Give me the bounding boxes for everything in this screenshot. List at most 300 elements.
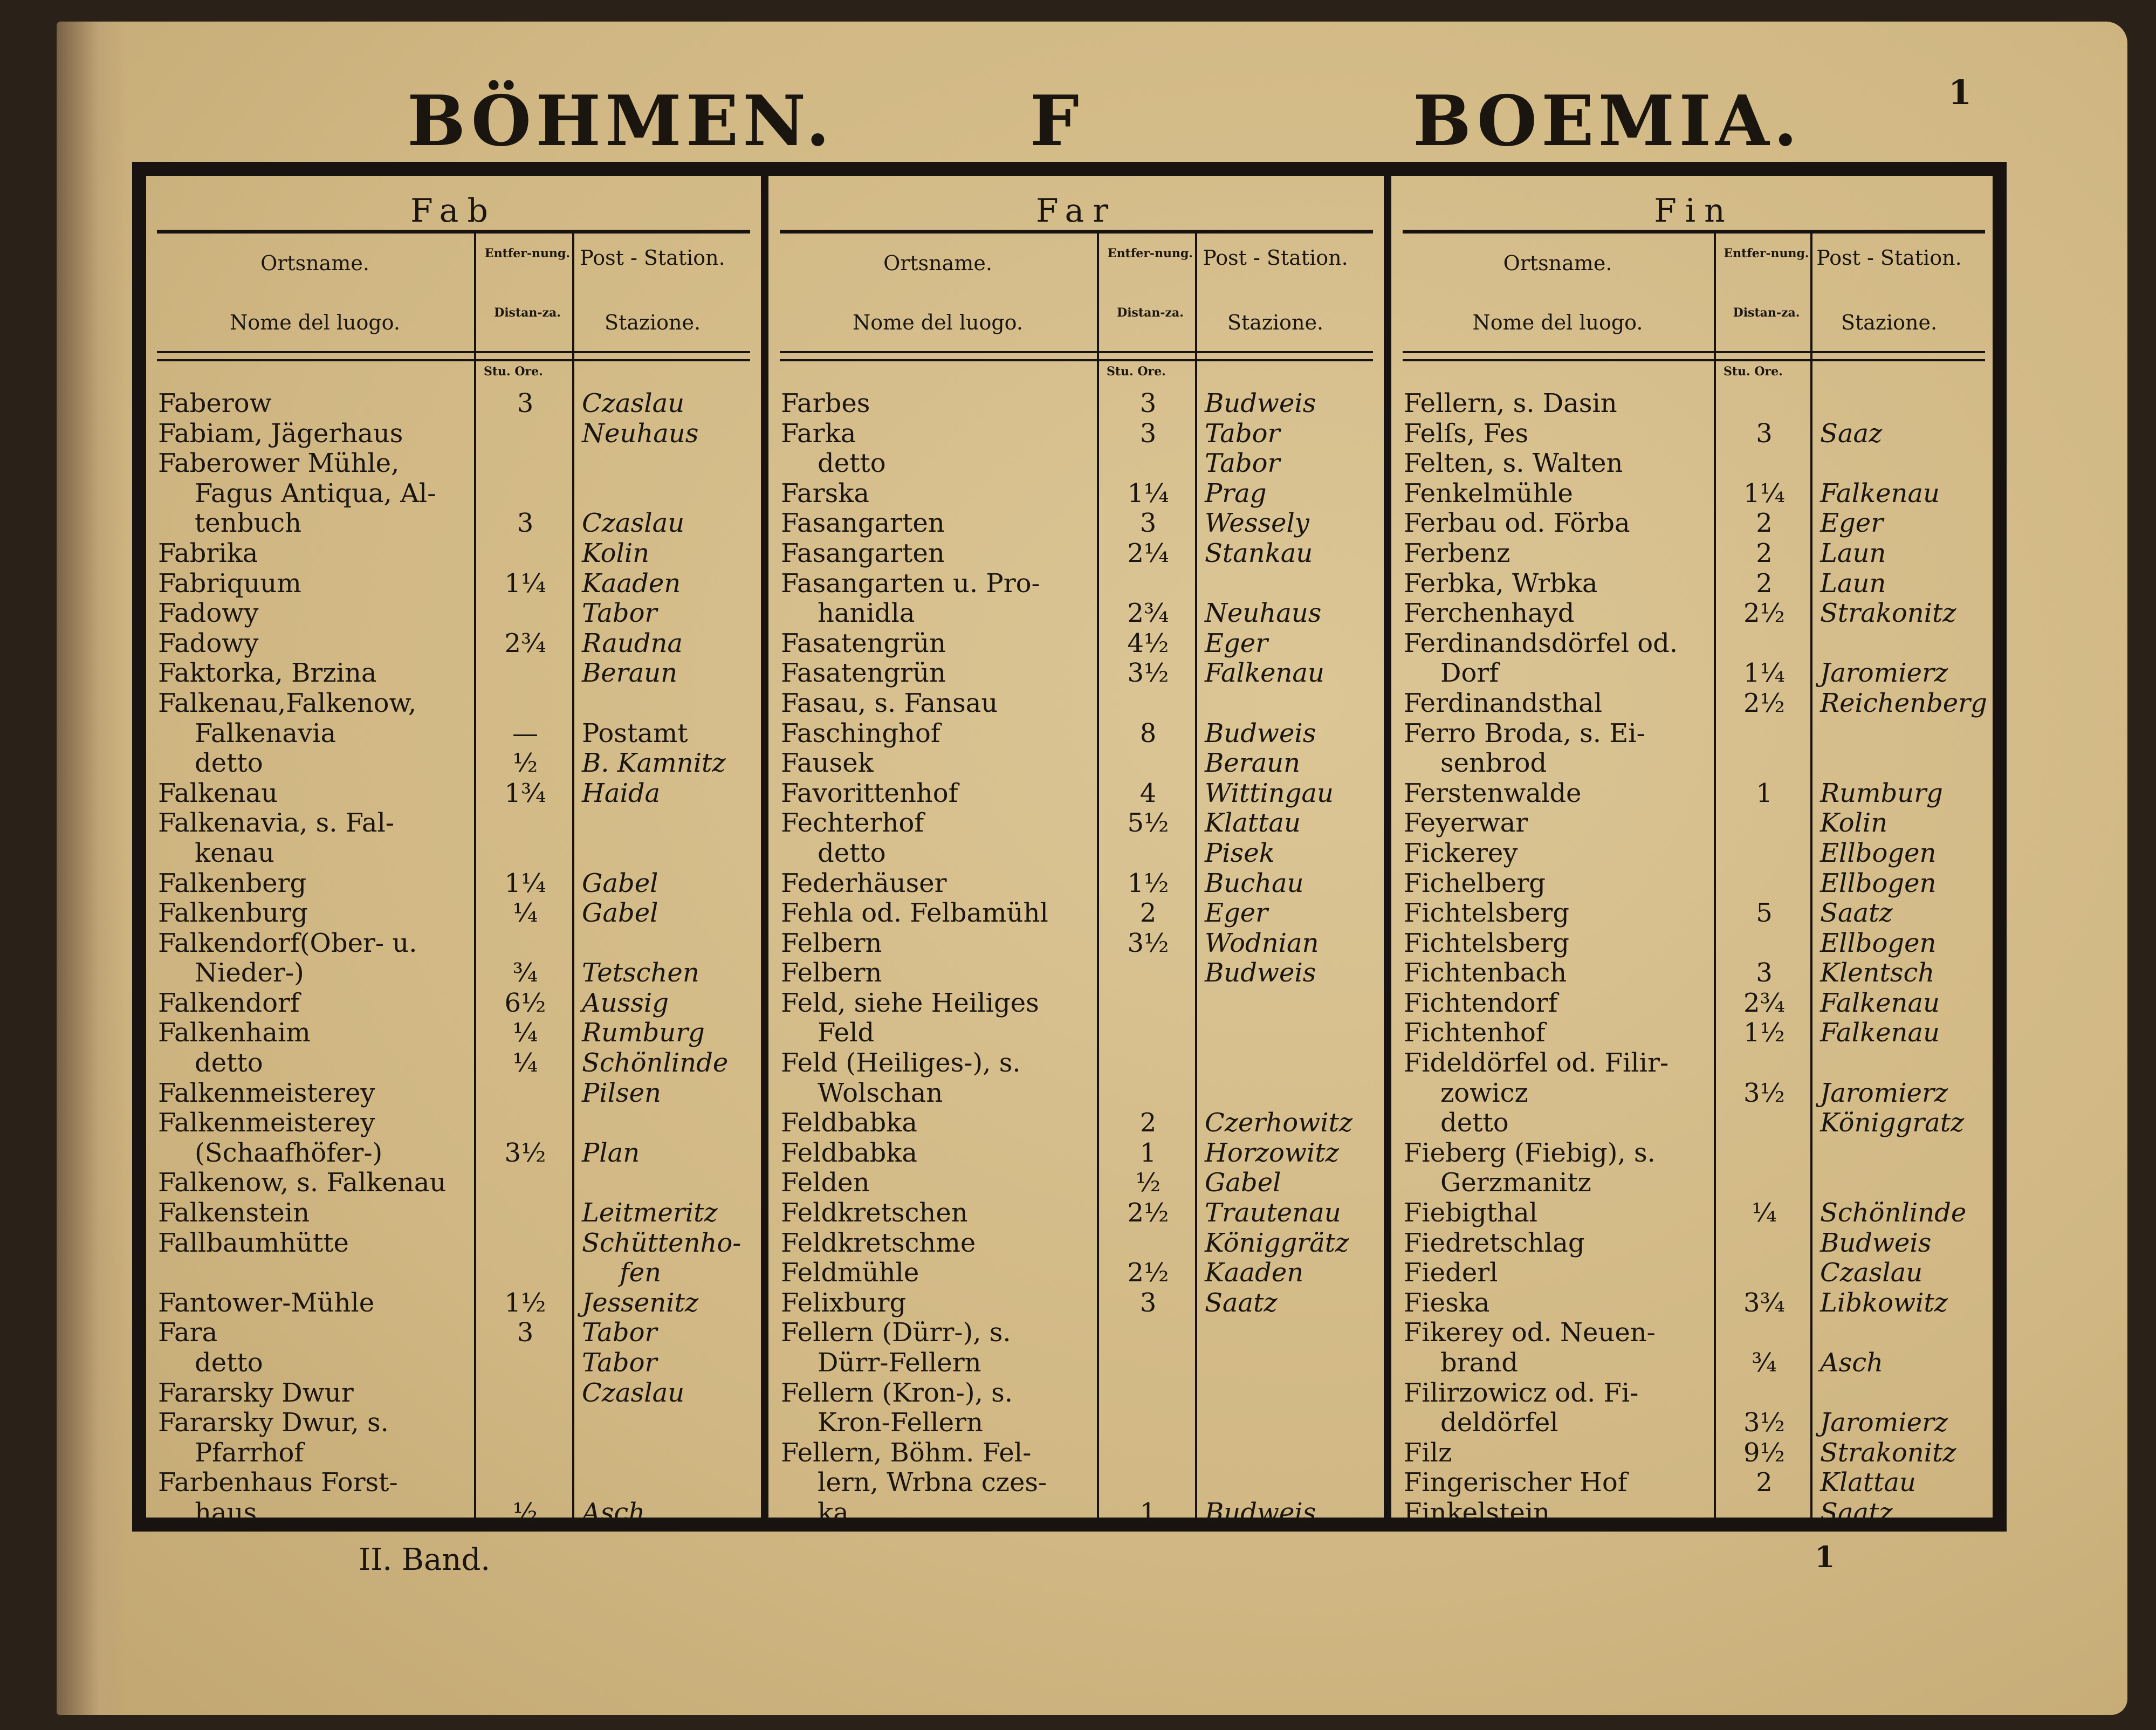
rule [157,359,750,361]
post-station: Saaz [1820,418,1883,449]
place-name: Ferstenwalde [1404,778,1582,808]
rule [1403,359,1985,361]
distance: ¼ [512,1018,538,1048]
distance: ¾ [1752,1348,1777,1378]
table-row [1392,808,1996,839]
table-row [769,1408,1384,1438]
distance: 1½ [1743,1018,1786,1048]
table-row [1392,419,1996,449]
table-row [146,869,761,899]
place-name: Fadowy [158,628,259,658]
table-row [769,599,1384,629]
table-row [146,988,761,1019]
post-station: Falkenau [1820,987,1940,1018]
place-name: Fasatengrün [781,658,946,689]
table-row [1392,539,1996,569]
table-row [146,539,761,569]
place-name: Falkenavia, s. Fal- [158,808,395,839]
place-name: Ferbau od. Förba [1404,508,1630,539]
distance: 2¾ [1127,598,1169,629]
table-row [769,1168,1384,1198]
place-name: Finkelstein [1404,1497,1550,1528]
post-station: Tabor [1205,448,1280,479]
place-name: Fiederl [1404,1258,1498,1288]
post-station: Ellbogen [1820,868,1937,898]
table-row [769,658,1384,689]
distance: 2½ [1127,1198,1169,1228]
col-dist-de: Entfer-nung. [1107,246,1193,260]
place-name: Falkenstein [158,1198,310,1228]
post-station: Schönlinde [1820,1198,1967,1228]
col-units: Stu. Ore. [1724,365,1783,379]
table-row [769,539,1384,569]
distance: 5 [1756,898,1773,929]
place-name: Feldkretschme [781,1227,976,1258]
table-row [1392,509,1996,539]
post-station: Jaromierz [1820,1077,1948,1108]
post-station: Beraun [1205,748,1301,779]
table-row [1392,779,1996,809]
table-row [1392,898,1996,929]
post-station: Postamt [582,718,688,749]
rule [157,351,750,353]
post-station: Tabor [582,598,657,629]
place-name: Fasangarten [781,508,945,539]
place-name: Feld (Heiliges-), s. [781,1048,1021,1079]
distance: ½ [512,748,538,779]
table-row [1392,569,1996,599]
distance: ½ [512,1497,538,1528]
post-station: Eger [1205,628,1268,658]
distance: 3 [517,508,534,539]
distance: 2 [1756,1467,1773,1498]
place-name: Fiebigthal [1404,1198,1538,1228]
place-name: Fieberg (Fiebig), s. [1404,1137,1656,1168]
distance: 3 [1756,418,1773,449]
col-station-it: Stazione. [604,311,701,334]
table-row [769,479,1384,509]
col-name-de: Ortsname. [260,251,369,275]
place-name: zowicz [1440,1077,1528,1108]
col-dist-de: Entfer-nung. [484,246,571,260]
table-row [146,1198,761,1228]
table-row [769,1138,1384,1169]
post-station: Leitmeritz [582,1198,718,1228]
place-name: Feldmühle [781,1258,919,1288]
place-name: Falkenau [158,778,278,808]
post-station: Kaaden [582,568,681,599]
post-station: Czaslau [582,388,685,418]
post-station: Libkowitz [1820,1287,1948,1318]
table-row [769,719,1384,749]
post-station: Gabel [582,868,658,898]
table-row [769,1438,1384,1468]
place-name: Fichtenbach [1404,958,1567,988]
col-name-it: Nome del luogo. [853,311,1023,334]
book-gutter [57,22,127,1715]
distance: 3½ [1743,1408,1786,1438]
table-row [1392,719,1996,749]
post-station: Jessenitz [582,1287,699,1318]
place-name: Fabiam, Jägerhaus [158,418,403,449]
table-row [146,658,761,689]
place-name: detto [195,1048,263,1079]
place-name: tenbuch [195,508,302,539]
table-row [1392,1079,1996,1109]
place-name: Farska [781,478,869,509]
table-row [769,929,1384,959]
post-station: Klentsch [1820,958,1935,988]
table-row [769,1468,1384,1498]
page-number: 1 [1948,73,1972,112]
rule [780,351,1373,353]
distance: 2½ [1743,598,1786,629]
rule [1403,351,1985,353]
distance: 2½ [1127,1258,1169,1288]
table-row [146,958,761,988]
post-station: Rumburg [582,1018,705,1048]
distance: ¼ [512,898,538,929]
col-name-it: Nome del luogo. [1472,311,1643,334]
post-station: Beraun [582,658,678,689]
place-name: Falkenau,Falkenow, [158,688,417,718]
post-station: Rumburg [1820,778,1943,808]
post-station: Tabor [1205,418,1280,449]
place-name: Favorittenhof [781,778,958,808]
post-station: Pisek [1205,837,1275,868]
place-name: detto [195,748,263,779]
distance: 2 [1756,508,1773,539]
place-name: Felbern [781,928,882,958]
place-name: Fasangarten u. Pro- [781,568,1040,599]
place-name: hanidla [818,598,915,629]
table-row [1392,1018,1996,1048]
place-name: ka [818,1497,849,1528]
place-name: Fingerischer Hof [1404,1467,1628,1498]
distance: 3¾ [1743,1287,1786,1318]
distance: 3 [1756,958,1773,988]
post-station: Laun [1820,568,1886,599]
place-name: (Schaafhöfer-) [195,1137,383,1168]
entry-list [146,389,761,1528]
post-station: Czaslau [1820,1258,1923,1288]
distance: 3½ [1127,658,1169,689]
distance: ¼ [512,1048,538,1079]
table-row [769,1348,1384,1378]
table-row [1392,929,1996,959]
col-name-de: Ortsname. [1503,251,1612,275]
post-station: Czaslau [582,508,685,539]
post-station: Buchau [1205,868,1304,898]
post-station: Kolin [582,538,650,568]
place-name: Fichtelsberg [1404,928,1569,958]
post-station: Strakonitz [1820,1437,1956,1468]
table-row [769,1048,1384,1079]
post-station: Ellbogen [1820,928,1937,958]
table-row [146,1079,761,1109]
table-row [146,569,761,599]
place-name: Fichelberg [1404,868,1546,898]
place-name: Faktorka, Brzina [158,658,377,689]
header-letter: F [1030,81,1083,162]
place-name: Feyerwar [1404,808,1528,839]
place-name: kenau [195,837,274,868]
place-name: Nieder-) [195,958,304,988]
place-name: Fellern (Kron-), s. [781,1377,1013,1408]
post-station: Budweis [1820,1227,1932,1258]
place-name: Fellern, Böhm. Fel- [781,1437,1032,1468]
post-station: Czaslau [582,1377,685,1408]
post-station: Strakonitz [1820,598,1956,629]
table-row [146,629,761,659]
distance: 3 [1139,508,1157,539]
post-station: Stankau [1205,538,1313,568]
table-row [769,1108,1384,1138]
place-name: Fickerey [1404,837,1518,868]
post-station: Gabel [1205,1168,1281,1198]
table-row [146,808,761,839]
place-name: Fiedretschlag [1404,1227,1585,1258]
distance: — [512,718,538,749]
post-station: Plan [582,1137,640,1168]
post-station: Falkenau [1205,658,1324,689]
place-name: detto [818,837,886,868]
table-row [146,1408,761,1438]
table-row [769,1258,1384,1288]
table-row [1392,599,1996,629]
table-row [146,749,761,779]
table-row [1392,1288,1996,1319]
table-row [1392,629,1996,659]
place-name: Falkenhaim [158,1018,311,1048]
distance: ¾ [512,958,538,988]
place-name: Ferdinandsthal [1404,688,1603,718]
rule [1403,230,1985,234]
table-row [1392,389,1996,419]
place-name: Fehla od. Felbamühl [781,898,1048,929]
table-row [146,1108,761,1138]
post-station: Neuhaus [1205,598,1322,629]
place-name: Falkenberg [158,868,307,898]
distance: 1¼ [504,868,546,898]
table-row [1392,1348,1996,1378]
post-station: Budweis [1205,718,1316,749]
table-row [769,689,1384,719]
post-station: Schönlinde [582,1048,729,1079]
panel-divider [761,176,768,1518]
place-name: Fideldörfel od. Filir- [1404,1048,1669,1079]
post-station: Saatz [1205,1287,1278,1318]
place-name: Feld [818,1018,875,1048]
post-station: Kolin [1820,808,1888,839]
table-row [769,869,1384,899]
table-row [146,1318,761,1348]
place-name: Fichtenhof [1404,1018,1546,1048]
table-row [1392,1138,1996,1169]
table-row [1392,1318,1996,1348]
col-name-it: Nome del luogo. [230,311,400,334]
table-row [769,509,1384,539]
col-units: Stu. Ore. [484,365,543,379]
place-name: Feld, siehe Heiliges [781,987,1039,1018]
distance: 9½ [1743,1437,1786,1468]
panel-fab [146,176,761,1528]
post-station: Budweis [1205,958,1316,988]
table-row [769,1079,1384,1109]
table-row [146,1258,761,1288]
place-name: Fichtendorf [1404,987,1558,1018]
col-station-it: Stazione. [1841,311,1938,334]
place-name: Fichtelsberg [1404,898,1569,929]
post-station: Kaaden [1205,1258,1304,1288]
distance: 1¼ [504,568,546,599]
post-station: Saatz [1820,1497,1893,1528]
place-name: Fabriquum [158,568,301,599]
post-station: Saatz [1820,898,1893,929]
post-station: Falkenau [1820,478,1940,509]
distance: 3½ [1127,928,1169,958]
rule [780,359,1373,361]
place-name: senbrod [1440,748,1547,779]
rule [157,230,750,234]
place-name: Dürr-Fellern [818,1348,981,1378]
table-row [146,1288,761,1319]
place-name: Ferdinandsdörfel od. [1404,628,1678,658]
col-units: Stu. Ore. [1107,365,1166,379]
table-row [1392,1468,1996,1498]
post-station: Tetschen [582,958,699,988]
table-row [1392,749,1996,779]
post-station: Raudna [582,628,683,658]
post-station: Jaromierz [1820,1408,1948,1438]
post-station: B. Kamnitz [582,748,726,779]
table-row [1392,1378,1996,1409]
place-name: Fadowy [158,598,259,629]
distance: 1 [1139,1497,1157,1528]
place-name: Falkenavia [195,718,337,749]
table-row [769,988,1384,1019]
post-station: Jaromierz [1820,658,1948,689]
table-row [146,1468,761,1498]
place-name: Feldbabka [781,1137,917,1168]
post-station: Wessely [1205,508,1309,539]
place-name: Fasau, s. Fansau [781,688,998,718]
distance: 3½ [1743,1077,1786,1108]
distance: 1¼ [1127,478,1169,509]
place-name: Faschinghof [781,718,940,749]
place-name: Falkenburg [158,898,308,929]
table-row [769,958,1384,988]
distance: 1½ [504,1287,546,1318]
place-name: brand [1440,1348,1518,1378]
table-row [1392,988,1996,1019]
place-name: Fechterhof [781,808,924,839]
table-row [146,1228,761,1259]
table-row [146,1168,761,1198]
post-station: Ellbogen [1820,837,1937,868]
place-name: Ferchenhayd [1404,598,1575,629]
distance: 2¾ [504,628,546,658]
place-name: Falkenow, s. Falkenau [158,1168,447,1198]
table-row [146,419,761,449]
post-station: Klattau [1820,1467,1916,1498]
footer-volume: II. Band. [359,1542,491,1577]
distance: 3 [517,1317,534,1348]
table-row [769,629,1384,659]
table-row [769,449,1384,479]
table-row [769,1288,1384,1319]
distance: ½ [1135,1168,1161,1198]
distance: 1¼ [1743,478,1786,509]
distance: 3 [517,388,534,418]
distance: 1½ [1127,868,1169,898]
table-row [146,509,761,539]
post-station: Asch [1820,1348,1884,1378]
distance: 3 [1139,388,1157,418]
table-row [146,599,761,629]
place-name: Fagus Antiqua, Al- [195,478,436,509]
distance: 1¾ [504,778,546,808]
post-station: Laun [1820,538,1886,568]
panel-title: Fab [410,192,497,230]
distance: 3 [1139,418,1157,449]
post-station: Asch [582,1497,646,1528]
place-name: Falkenmeisterey [158,1077,375,1108]
post-station: Gabel [582,898,658,929]
table-row [1392,1048,1996,1079]
table-row [1392,1168,1996,1198]
place-name: Faberow [158,388,272,418]
table-row [769,1378,1384,1409]
table-row [769,839,1384,869]
distance: 2 [1756,568,1773,599]
table-row [146,479,761,509]
post-station: Falkenau [1820,1018,1940,1048]
table-row [1392,1498,1996,1528]
post-station: Horzowitz [1205,1137,1339,1168]
distance: 2 [1139,1108,1157,1138]
place-name: Fasatengrün [781,628,946,658]
table-row [1392,1108,1996,1138]
table-row [1392,1198,1996,1228]
post-station: Haida [582,778,661,808]
place-name: Fara [158,1317,218,1348]
post-station: Wittingau [1205,778,1334,808]
place-name: Felten, s. Walten [1404,448,1623,479]
table-row [769,1018,1384,1048]
table-row [146,898,761,929]
table-row [769,1318,1384,1348]
table-row [146,1438,761,1468]
table-row [146,1018,761,1048]
place-name: Feldbabka [781,1108,917,1138]
place-name: Filz [1404,1437,1452,1468]
col-dist-de: Entfer-nung. [1724,246,1809,260]
table-row [1392,1258,1996,1288]
place-name: Felſs, Fes [1404,418,1529,449]
post-station: Wodnian [1205,928,1319,958]
table-row [1392,869,1996,899]
distance: 2 [1756,538,1773,568]
place-name: Falkenmeisterey [158,1108,375,1138]
place-name: Ferbenz [1404,538,1510,568]
col-dist-it: Distan-za. [1733,306,1800,320]
panel-far [769,176,1384,1528]
panel-divider [1384,176,1391,1518]
place-name: Faberower Mühle, [158,448,400,479]
distance: 2¼ [1127,538,1169,568]
place-name: Ferro Broda, s. Ei- [1404,718,1645,749]
